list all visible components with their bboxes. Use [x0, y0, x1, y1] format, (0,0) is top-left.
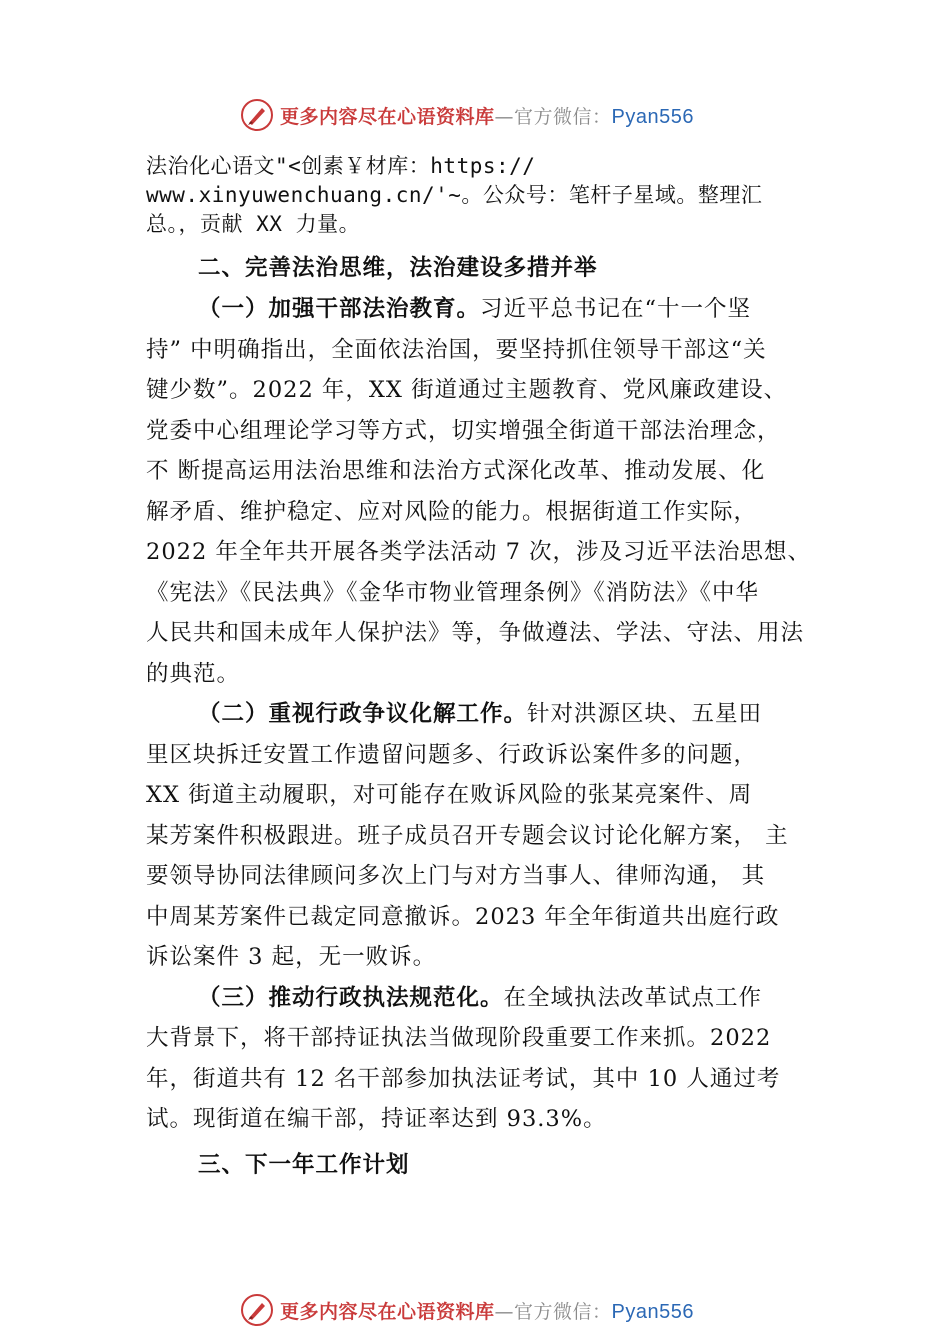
section-heading-2: 二、完善法治思维，法治建设多措并举 [198, 255, 598, 281]
paragraph-line: （一）加强干部法治教育。习近平总书记在“十一个坚 [198, 296, 752, 322]
watermark-title: 更多内容尽在心语资料库 [280, 105, 495, 128]
watermark-header [240, 95, 694, 135]
paragraph-line: 人民共和国未成年人保护法》等，争做遵法、学法、守法、用法 [146, 620, 805, 646]
paragraph-line: XX 街道主动履职，对可能存在败诉风险的张某亮案件、周 [146, 782, 753, 808]
paragraph-line: 2022 年全年共开展各类学法活动 7 次，涉及习近平法治思想、 [146, 539, 812, 565]
watermark-dash: — [494, 105, 515, 128]
intro-line: www.xinyuwenchuang.cn/'~。公众号：笔杆子星域。整理汇 [146, 183, 763, 207]
paragraph-line: 某芳案件积极跟进。班子成员召开专题会议讨论化解方案， 主 [146, 822, 789, 849]
intro-line: 法治化心语文"<创素￥材库：https:// [146, 154, 536, 178]
paragraph-line: 要领导协同法律顾问多次上门与对方当事人、律师沟通， 其 [146, 863, 766, 889]
paragraph-1 [146, 289, 826, 694]
watermark-title: 更多内容尽在心语资料库 [280, 1300, 495, 1323]
paragraph-line: 解矛盾、维护稳定、应对风险的能力。根据街道工作实际， [146, 498, 758, 525]
paragraph-line: 键少数”。2022 年，XX 街道通过主题教育、党风廉政建设、 [146, 377, 788, 403]
paragraph-line: 《宪法》《民法典》《金华市物业管理条例》《消防法》《中华 [146, 579, 760, 606]
paragraph-lead: （一）加强干部法治教育。 [198, 296, 481, 322]
section-heading-3: 三、下一年工作计划 [198, 1151, 410, 1178]
watermark-dash: — [494, 1300, 515, 1323]
paragraph-line: （二）重视行政争议化解工作。针对洪源区块、五星田 [198, 701, 763, 727]
watermark-wechat-id: Pyan556 [611, 105, 694, 128]
watermark-subtitle: 官方微信： [514, 105, 612, 128]
paragraph-line: 里区块拆迁安置工作遗留问题多、行政诉讼案件多的问题， [146, 741, 758, 768]
paragraph-line: 试。现街道在编干部，持证率达到 93.3%。 [146, 1106, 607, 1132]
paragraph-line: 中周某芳案件已裁定同意撤诉。2023 年全年街道共出庭行政 [146, 903, 780, 930]
watermark-wechat-id: Pyan556 [611, 1300, 694, 1323]
paragraph-3 [146, 978, 826, 1140]
watermark-subtitle: 官方微信： [514, 1300, 612, 1323]
paragraph-line: 党委中心组理论学习等方式，切实增强全街道干部法治理念， [146, 417, 781, 444]
paragraph-lead: （三）推动行政执法规范化。 [198, 984, 504, 1011]
paragraph-2 [146, 694, 826, 978]
pen-logo-icon [240, 98, 274, 132]
paragraph-lead: （二）重视行政争议化解工作。 [198, 701, 528, 727]
paragraph-line: （三）推动行政执法规范化。在全域执法改革试点工作 [198, 984, 763, 1011]
pen-logo-icon [240, 1293, 274, 1327]
paragraph-line: 不 断提高运用法治思维和法治方式深化改革、推动发展、化 [146, 458, 766, 484]
paragraph-line: 大背景下，将干部持证执法当做现阶段重要工作来抓。2022 [146, 1025, 772, 1051]
paragraph-line: 的典范。 [146, 660, 241, 687]
paragraph-line: 年，街道共有 12 名干部参加执法证考试，其中 10 人通过考 [146, 1065, 781, 1092]
intro-block [146, 152, 826, 239]
paragraph-line: 诉讼案件 3 起，无一败诉。 [146, 944, 437, 970]
watermark-footer [240, 1290, 694, 1330]
document-body [146, 152, 826, 1186]
intro-line: 总。，贡献 XX 力量。 [146, 212, 361, 236]
paragraph-line: 持” 中明确指出，全面依法治国，要坚持抓住领导干部这“关 [146, 336, 767, 363]
